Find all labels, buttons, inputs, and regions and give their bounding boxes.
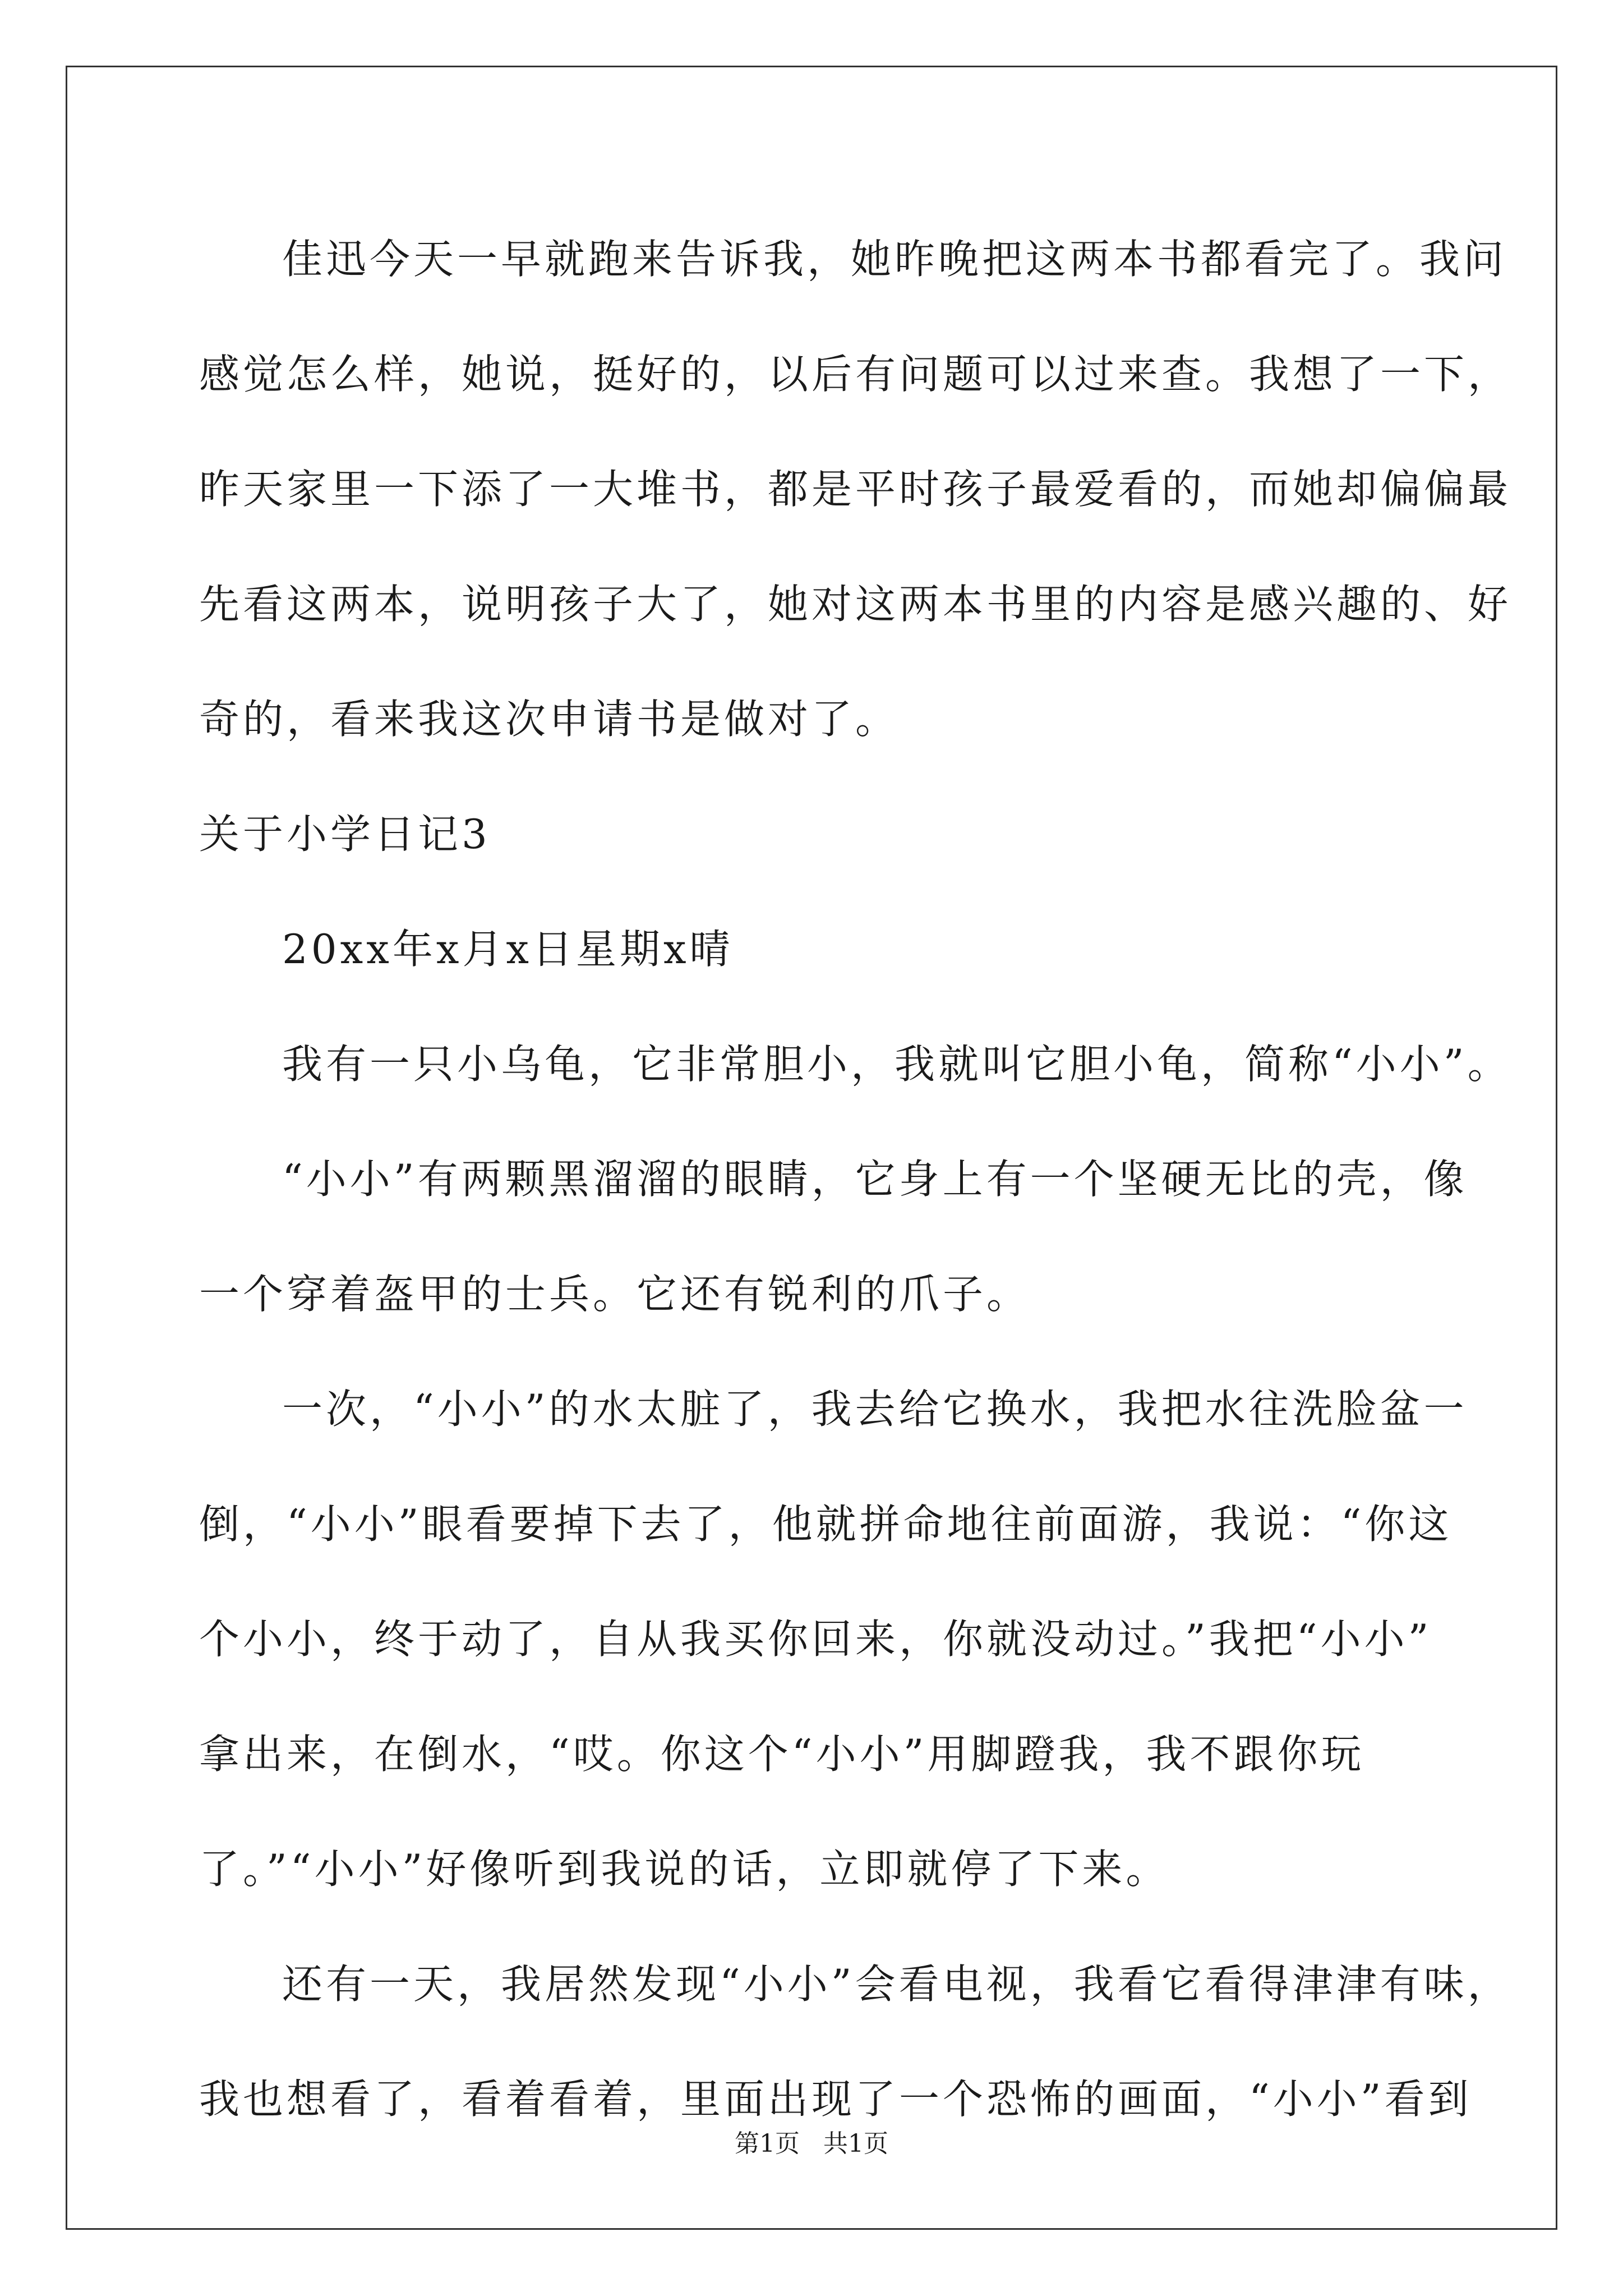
paragraph-line: 我也想看了，看着看着，里面出现了一个恐怖的画面，“小小”看到: [199, 2076, 1472, 2123]
date-line: 20xx年x月x日星期x晴: [282, 926, 734, 973]
paragraph-line: “小小”有两颗黑溜溜的眼睛，它身上有一个坚硬无比的壳，像: [282, 1156, 1468, 1203]
page-total: 共1页: [823, 2129, 888, 2158]
paragraph-line: 倒，“小小”眼看要掉下去了，他就拼命地往前面游，我说：“你这: [199, 1501, 1453, 1548]
paragraph-line: 一个穿着盔甲的士兵。它还有锐利的爪子。: [199, 1271, 1031, 1318]
paragraph-line: 个小小，终于动了，自从我买你回来，你就没动过。”我把“小小”: [199, 1616, 1432, 1663]
paragraph-line: 我有一只小乌龟，它非常胆小，我就叫它胆小龟，简称“小小”。: [282, 1041, 1511, 1088]
paragraph-line: 佳迅今天一早就跑来告诉我，她昨晚把这两本书都看完了。我问: [282, 236, 1507, 283]
paragraph-line: 奇的，看来我这次申请书是做对了。: [199, 696, 900, 743]
section-heading: 关于小学日记3: [199, 811, 491, 858]
document-body: [199, 202, 1512, 2157]
page-number: 第1页: [735, 2129, 800, 2158]
paragraph-line: 先看这两本，说明孩子大了，她对这两本书里的内容是感兴趣的、好: [199, 581, 1512, 628]
paragraph-line: 一次，“小小”的水太脏了，我去给它换水，我把水往洗脸盆一: [282, 1386, 1468, 1433]
paragraph-line: 昨天家里一下添了一大堆书，都是平时孩子最爱看的，而她却偏偏最: [199, 466, 1512, 513]
paragraph-line: 还有一天，我居然发现“小小”会看电视，我看它看得津津有味，: [282, 1961, 1511, 2008]
paragraph-line: 了。”“小小”好像听到我说的话，立即就停了下来。: [199, 1846, 1170, 1893]
page-footer: [0, 2123, 1623, 2159]
paragraph-line: 拿出来，在倒水，“哎。你这个“小小”用脚蹬我，我不跟你玩: [199, 1731, 1365, 1778]
paragraph-line: 感觉怎么样，她说，挺好的，以后有问题可以过来查。我想了一下，: [199, 351, 1512, 398]
